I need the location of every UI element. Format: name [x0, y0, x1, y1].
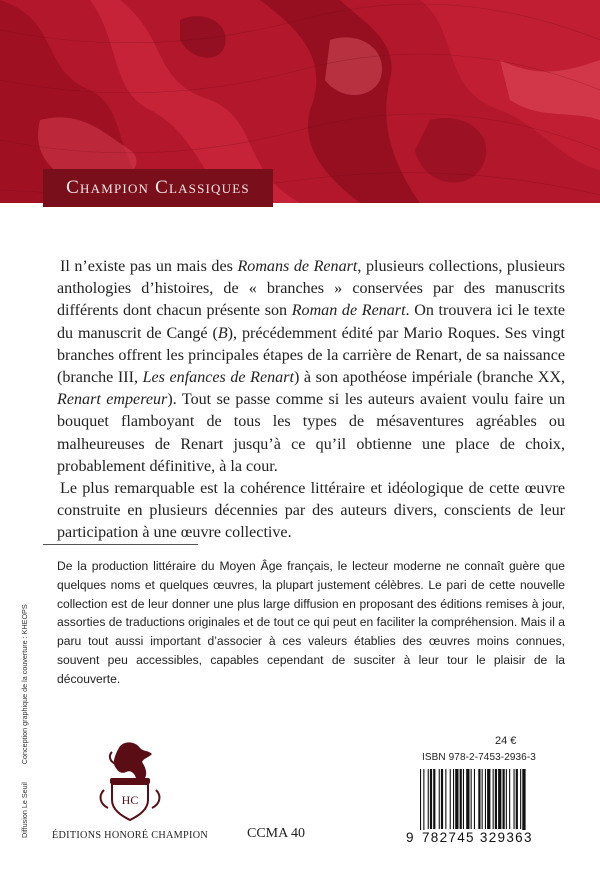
summary-italic-title: Roman de Renart	[291, 302, 406, 320]
barcode-first-digit: 9	[406, 830, 414, 845]
summary-paragraph-2: Le plus remarquable est la cohérence littéraire et idéologique de cette œuvre construite en plusieurs décennies par des auteurs divers, conscients de leur participation à une œuvre collective.	[57, 480, 565, 542]
barcode-bar	[485, 769, 486, 829]
summary-text: ). Tout se passe comme si les auteurs avaient voulu faire un bouquet flamboyant de tous les types de mésaventures agréables ou malheureuses de Renart jusqu’à ce qu’il obtienne une place de choix, probablement définitive, à la cour.	[57, 391, 565, 475]
barcode-bar	[466, 769, 469, 829]
barcode-bar	[498, 769, 501, 829]
barcode-bar	[441, 769, 443, 829]
barcode-bar	[522, 769, 525, 835]
publisher-name-text: ÉDITIONS HONORÉ CHAMPION	[51, 830, 209, 841]
barcode-bar	[503, 769, 505, 829]
barcode-bar	[423, 769, 424, 835]
summary-text: , plusieurs collections, plusieurs anthologies d’histoires, de « branches » conservées par des manuscrits différents dont chacun présente son	[57, 258, 565, 320]
vertical-credits	[20, 518, 32, 838]
barcode-bar	[433, 769, 435, 829]
barcode-bar	[487, 769, 490, 829]
collection-note: De la production littéraire du Moyen Âge français, le lecteur moderne ne connaît guère que quelques noms et quelques œuvres, la plupart justement célèbres. Le pari de cette nouvelle collection est de leur donner une plus large diffusion en proposant des éditions remises à jour, assorties de traductions originales et de tout ce qui peut en faciliter la compréhension. Mais il a paru tout aussi important d’associer à ces valeurs établies des œuvres moins connues, souvent peu accessibles, capables cependant de susciter à leur tour le plaisir de la découverte.	[57, 559, 565, 686]
series-title-box	[43, 169, 273, 207]
barcode-bar	[450, 769, 451, 829]
barcode-bar	[474, 769, 475, 829]
barcode-bar	[509, 769, 510, 829]
series-title: Champion Classiques	[66, 177, 250, 198]
summary-text: . On trouvera ici le texte du manuscrit de Cangé (	[57, 302, 565, 342]
summary-text: Il n’existe pas un mais des	[60, 258, 238, 275]
barcode-bar	[493, 769, 494, 829]
barcode-bar	[463, 769, 464, 829]
isbn: ISBN 978-2-7453-2936-3	[422, 752, 536, 763]
barcode-bar	[428, 769, 429, 829]
price: 24 €	[495, 735, 517, 747]
logo-initials: HC	[121, 793, 139, 807]
distribution-credit: Diffusion Le Seuil	[20, 782, 29, 838]
barcode-bar	[439, 769, 440, 829]
barcode-bar	[478, 769, 480, 829]
summary-italic-title: Renart empereur	[57, 391, 168, 409]
publisher-name	[35, 830, 225, 841]
design-credit: Conception graphique de la couverture : KHEOPS	[20, 604, 29, 765]
barcode-bar	[420, 769, 421, 835]
barcode-bar	[471, 769, 472, 829]
barcode-bar	[455, 769, 458, 829]
summary-text: ), précédemment édité par Mario Roques. Ses vingt branches offrent les principales étapes de la carrière de Renart, de sa naissance (branche III,	[57, 324, 565, 387]
summary-italic-title: B	[217, 324, 228, 342]
barcode-bar	[453, 769, 454, 829]
barcode-bar	[514, 769, 515, 829]
barcode-bar	[516, 769, 518, 829]
barcode-bar	[506, 769, 507, 829]
summary-text: ) à son apothéose impériale (branche XX,	[293, 369, 565, 387]
collection-code: CCMA 40	[247, 826, 305, 841]
barcode-bar	[495, 769, 497, 829]
divider	[43, 544, 198, 545]
barcode-bar	[520, 769, 521, 829]
barcode-bar	[445, 769, 446, 829]
barcode-digits: 782745 329363	[422, 830, 533, 845]
summary-italic-title: Romans de Renart	[237, 258, 358, 275]
publisher-horse-logo-icon	[90, 738, 170, 828]
barcode-bar	[460, 769, 462, 829]
summary-paragraph-1	[57, 256, 565, 478]
barcode-bar	[430, 769, 432, 829]
summary-italic-title: Les enfances de Renart	[142, 369, 294, 387]
barcode-bar	[482, 769, 483, 829]
back-cover-summary	[57, 256, 565, 545]
